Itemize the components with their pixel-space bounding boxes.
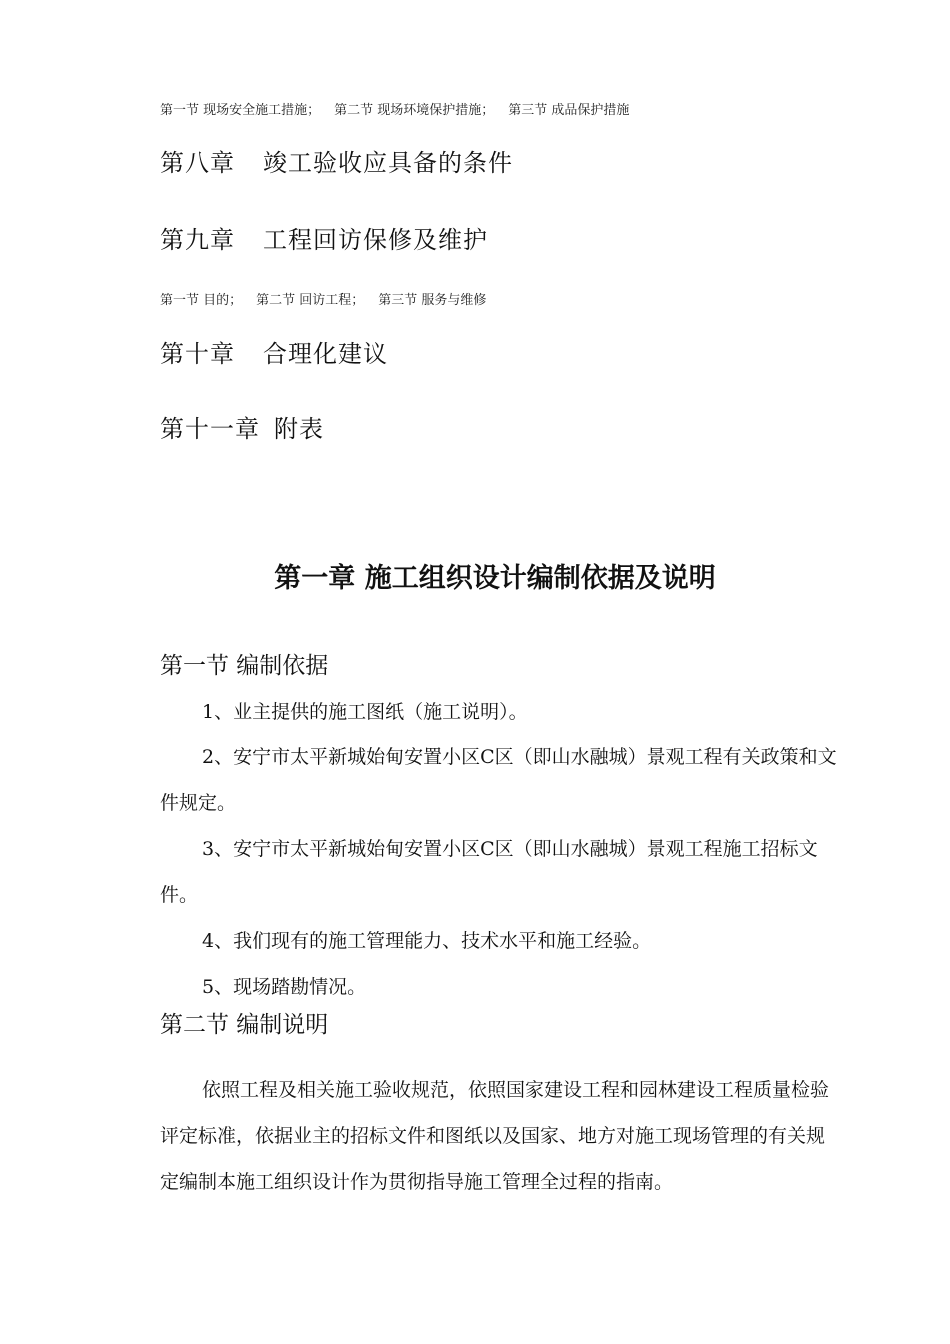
toc-chapter-8-number: 第八章: [160, 149, 235, 177]
toc-chapter-11-number: 第十一章: [160, 415, 260, 443]
toc-chapter-11: [160, 409, 324, 444]
toc-chapter-11-title: 附表: [274, 415, 324, 443]
toc-ch7-section-2: 第二节 现场环境保护措施；: [334, 103, 495, 118]
toc-ch7-section-3: 第三节 成品保护措施: [508, 103, 630, 118]
toc-chapter-8: [160, 143, 513, 178]
section-1-heading: 第一节 编制依据: [160, 653, 329, 679]
toc-ch9-section-1: 第一节 目的；: [160, 293, 243, 308]
toc-chapter-8-title: 竣工验收应具备的条件: [263, 149, 513, 177]
chapter-1-title: 第一章 施工组织设计编制依据及说明: [274, 563, 716, 594]
explanation-paragraph: 依照工程及相关施工验收规范，依照国家建设工程和园林建设工程质量检验评定标准，依据业主的招标文件和图纸以及国家、地方对施工现场管理的有关规定编制本施工组织设计作为贯彻指导施工管理全过程的指南。: [160, 1079, 830, 1193]
toc-chapter-10-title: 合理化建议: [263, 340, 388, 368]
toc-ch7-section-1: 第一节 现场安全施工措施；: [160, 103, 321, 118]
basis-item-1: 1、业主提供的施工图纸（施工说明）。: [202, 701, 528, 723]
section-2-heading: 第二节 编制说明: [160, 1012, 329, 1038]
toc-chapter-10: [160, 334, 388, 369]
toc-chapter-9-title: 工程回访保修及维护: [263, 226, 488, 254]
basis-item-5: 5、现场踏勘情况。: [202, 976, 367, 998]
toc-ch9-sections: [160, 289, 486, 308]
toc-ch9-section-2: 第二节 回访工程；: [256, 293, 365, 308]
basis-item-3: 3、安宁市太平新城始甸安置小区C区（即山水融城）景观工程施工招标文件。: [160, 838, 818, 906]
toc-chapter-9: [160, 220, 488, 255]
toc-chapter-9-number: 第九章: [160, 226, 235, 254]
basis-item-4: 4、我们现有的施工管理能力、技术水平和施工经验。: [202, 930, 652, 952]
toc-chapter-10-number: 第十章: [160, 340, 235, 368]
basis-item-2: 2、安宁市太平新城始甸安置小区C区（即山水融城）景观工程有关政策和文件规定。: [160, 746, 837, 814]
toc-ch9-section-3: 第三节 服务与维修: [378, 293, 487, 308]
toc-ch7-sections: [160, 99, 629, 118]
